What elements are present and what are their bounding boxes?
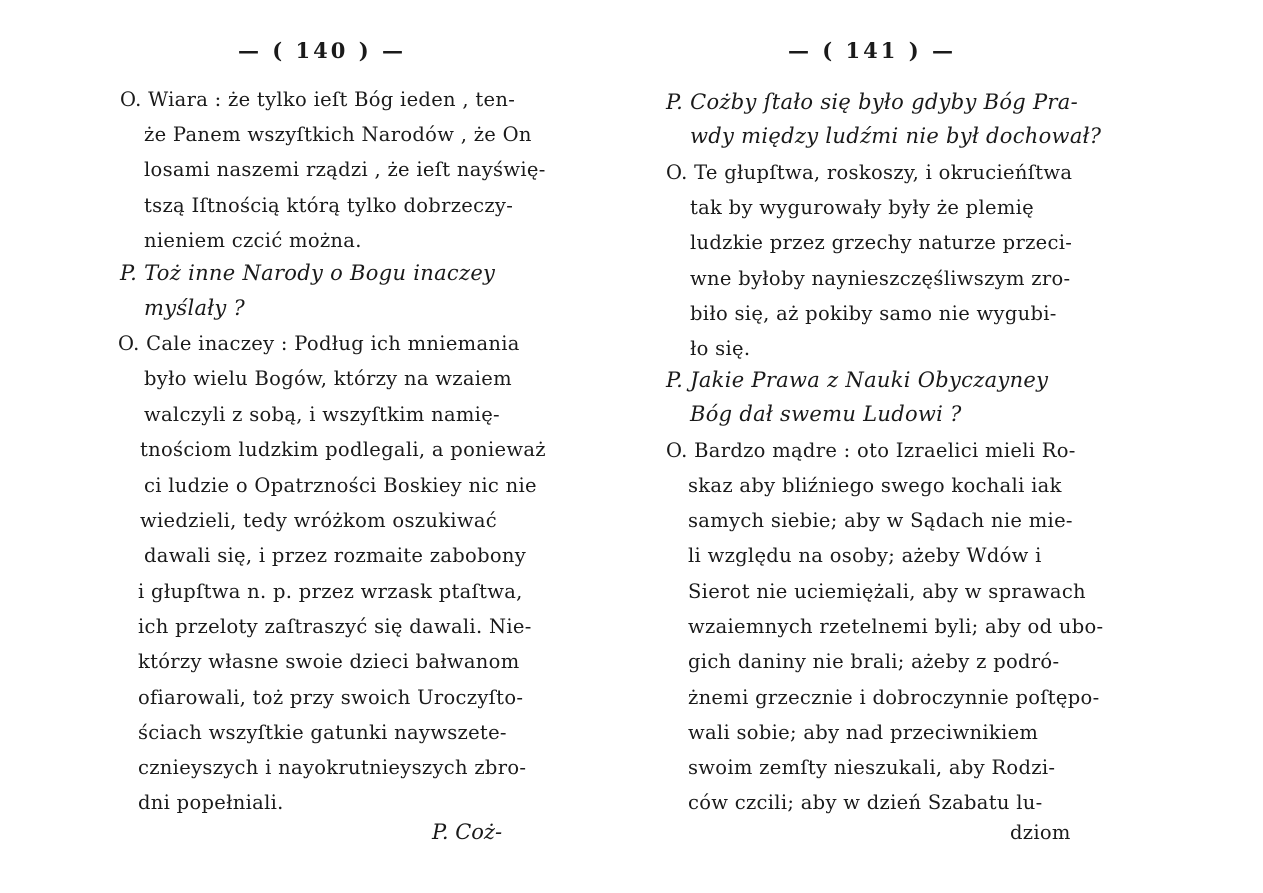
text-line: wiedzieli, tedy wróżkom oszukiwać [140,509,497,532]
text-line: walczyli z sobą, i wszyſtkim namię- [144,403,500,426]
text-line: samych siebie; aby w Sądach nie mie- [688,509,1073,532]
page-number-header: — ( 140 ) — [238,38,406,63]
text-line: gich daniny nie brali; ażeby z podró- [688,650,1060,673]
text-line: cznieyszych i nayokrutnieyszych zbro- [138,756,527,779]
text-line: nieniem czcić można. [144,229,362,252]
text-line: ców czcili; aby w dzień Szabatu lu- [688,791,1043,814]
text-line: skaz aby bliźniego swego kochali iak [688,474,1062,497]
right-page [620,0,1263,893]
text-line: ich przeloty zaſtraszyć się dawali. Nie- [138,615,532,638]
text-line: ofiarowali, toż przy swoich Uroczyſto- [138,686,524,709]
text-line: i głupſtwa n. p. przez wrzask ptaſtwa, [138,580,523,603]
question-line: P. Cożby ſtało się było gdyby Bóg Pra- [666,90,1078,114]
text-line: żnemi grzecznie i dobroczynnie poſtępo- [688,686,1100,709]
text-line: którzy własne swoie dzieci bałwanom [138,650,520,673]
question-line: wdy między ludźmi nie był dochował? [690,124,1102,148]
text-line: tak by wygurowały były że plemię [690,196,1035,219]
text-line: tnościom ludzkim podlegali, a ponieważ [140,438,546,461]
text-line: dawali się, i przez rozmaite zabobony [144,544,527,567]
text-line: biło się, aż pokiby samo nie wygubi- [690,302,1057,325]
text-line: li względu na osoby; ażeby Wdów i [688,544,1042,567]
text-line: O. Cale inaczey : Podług ich mniemania [118,332,520,355]
text-line: Sierot nie uciemiężali, aby w sprawach [688,580,1086,603]
text-line: O. Te głupſtwa, roskoszy, i okrucieńſtwa [666,161,1073,184]
text-line: tszą Iſtnością którą tylko dobrzeczy- [144,194,514,217]
text-line: swoim zemſty nieszukali, aby Rodzi- [688,756,1056,779]
text-line: O. Wiara : że tylko ieſt Bóg ieden , ten- [120,88,516,111]
text-line: ludzkie przez grzechy naturze przeci- [690,231,1073,254]
text-line: ło się. [690,337,751,360]
catchword: P. Coż- [432,820,503,844]
text-line: było wielu Bogów, którzy na wzaiem [144,367,512,390]
text-line: wzaiemnych rzetelnemi byli; aby od ubo- [688,615,1104,638]
text-line: dni popełniali. [138,791,284,814]
text-line: losami naszemi rządzi , że ieſt nayświę- [144,158,546,181]
question-line: P. Toż inne Narody o Bogu inaczey [120,261,496,285]
left-page [0,0,600,893]
question-line: P. Jakie Prawa z Nauki Obyczayney [666,368,1049,392]
text-line: wne byłoby naynieszczęśliwszym zro- [690,267,1071,290]
catchword: dziom [1010,821,1071,844]
text-line: O. Bardzo mądre : oto Izraelici mieli Ro- [666,439,1076,462]
question-line: Bóg dał swemu Ludowi ? [690,402,962,426]
text-line: wali sobie; aby nad przeciwnikiem [688,721,1039,744]
text-line: ściach wszyſtkie gatunki naywszete- [138,721,507,744]
question-line: myślały ? [144,296,246,320]
page-number-header: — ( 141 ) — [788,38,956,63]
text-line: że Panem wszyſtkich Narodów , że On [144,123,532,146]
text-line: ci ludzie o Opatrzności Boskiey nic nie [144,474,537,497]
